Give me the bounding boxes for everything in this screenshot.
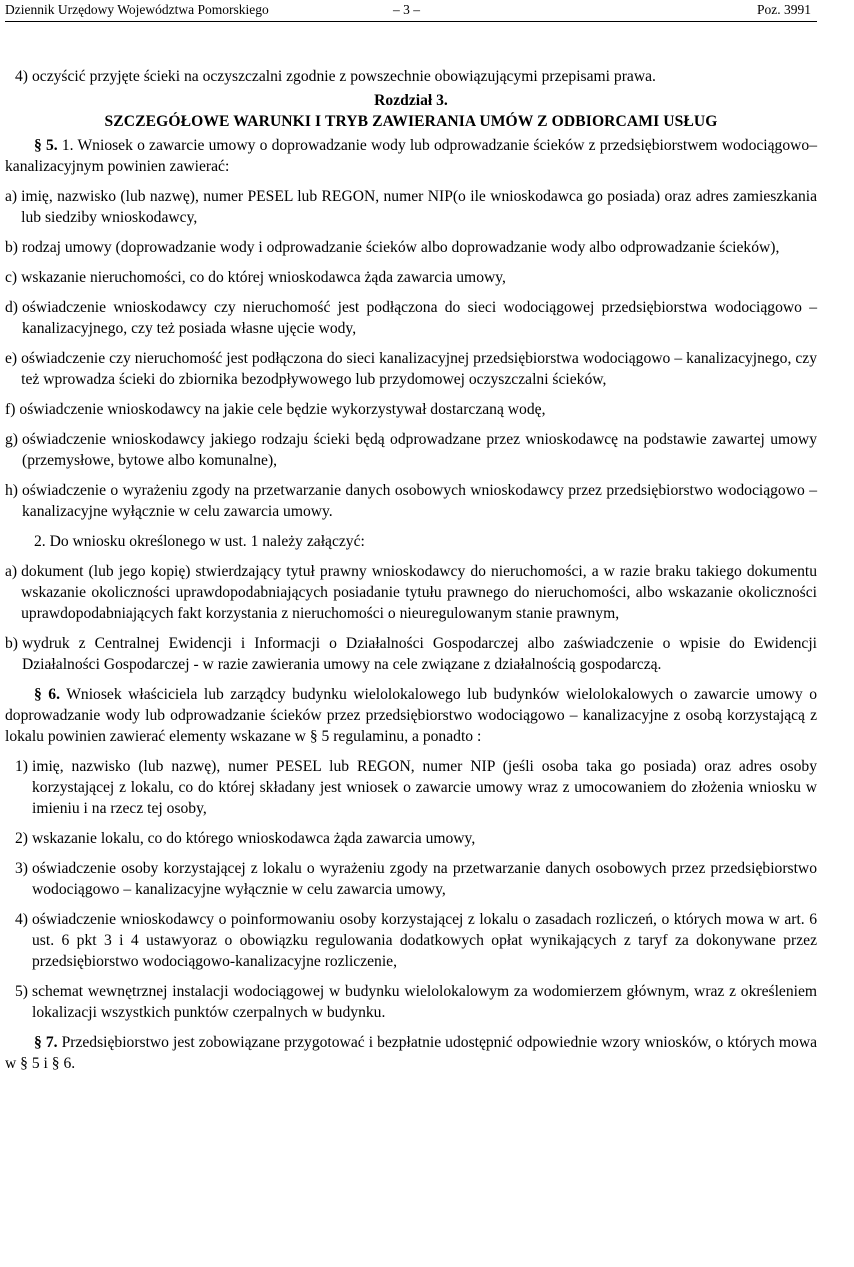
list-marker: 2) [15,830,28,847]
list-text: oświadczenie wnioskodawcy o poinformowaniu osoby korzystającej z lokalu o zasadach rozliczeń, o których mowa w art. 6 ust. 6 pkt 3 i 4 ustawyoraz o obowiązku regulowania dodatkowych opłat wynikających z taryf za dokonywane przez przedsiębiorstwo wodociągowo-kanalizacyjne rozliczenie, [32,911,817,970]
section-text: 1. Wniosek o zawarcie umowy o doprowadzanie wody lub odprowadzanie ścieków z przedsiębiorstwem wodociągowo– kanalizacyjnym powinien zawierać: [5,137,817,175]
page-header [5,2,819,20]
section-mark: § 7. [34,1034,58,1051]
section-text: Wniosek właściciela lub zarządcy budynku wielolokalowego lub budynków wielolokalowych o zawarcie umowy o doprowadzanie wody lub odprowadzanie ścieków przez przedsiębiorstwo wodociągowo – kanalizacyjne z osobą korzystającą z lokalu powinien zawierać elementy wskazane w § 5 regulaminu, a ponadto : [5,686,817,745]
list-text: rodzaj umowy (doprowadzanie wody i odprowadzanie ścieków albo doprowadzanie wody albo odprowadzanie ścieków), [22,239,780,256]
section-6-intro [5,684,817,747]
list-marker: e) [5,350,18,367]
page-number: – 3 – [393,2,420,17]
list-marker: d) [5,299,18,316]
list-marker: 4) [15,68,28,85]
list-text: schemat wewnętrznej instalacji wodociągowej w budynku wielolokalowym za wodomierzem głównym, wraz z określeniem lokalizacji wszystkich punktów czerpalnych w budynku. [32,983,817,1021]
section-5-paragraph-2: 2. Do wniosku określonego w ust. 1 należy załączyć: [34,533,365,550]
list-text: oświadczenie osoby korzystającej z lokalu o wyrażeniu zgody na przetwarzanie danych osobowych przez przedsiębiorstwo wodociągowo – kanalizacyjne wyłącznie w celu zawarcia umowy, [32,860,817,898]
list-item [5,633,817,675]
section-text: Przedsiębiorstwo jest zobowiązane przygotować i bezpłatnie udostępnić odpowiednie wzory wniosków, o których mowa w § 5 i § 6. [5,1034,817,1072]
list-item [5,429,817,471]
list-text: oczyścić przyjęte ścieki na oczyszczalni zgodnie z powszechnie obowiązującymi przepisami prawa. [32,68,656,85]
list-item [5,66,817,87]
list-item [5,399,817,420]
list-marker: c) [5,269,18,286]
list-marker: 1) [15,758,28,775]
document-body [5,66,817,1074]
list-text: wskazanie nieruchomości, co do której wnioskodawca żąda zawarcia umowy, [21,269,506,286]
list-text: oświadczenie o wyrażeniu zgody na przetwarzanie danych osobowych wnioskodawcy przez przedsiębiorstwo wodociągowo – kanalizacyjne wyłącznie w celu zawarcia umowy. [22,482,817,520]
list-item [5,297,817,339]
list-text: oświadczenie czy nieruchomość jest podłączona do sieci kanalizacyjnej przedsiębiorstwa wodociągowo – kanalizacyjnego, czy też wprowadza ścieki do zbiornika bezodpływowego lub przydomowej oczyszczalni ścieków, [21,350,817,388]
section-mark: § 6. [34,686,60,703]
list-text: oświadczenie wnioskodawcy jakiego rodzaju ścieki będą odprowadzane przez wnioskodawcę na podstawie zawartej umowy (przemysłowe, bytowe albo komunalne), [22,431,817,469]
list-marker: a) [5,563,18,580]
list-text: wskazanie lokalu, co do którego wnioskodawca żąda zawarcia umowy, [32,830,476,847]
list-item [5,348,817,390]
list-text: wydruk z Centralnej Ewidencji i Informacji o Działalności Gospodarczej albo zaświadczenie o wpisie do Ewidencji Działalności Gospodarczej - w razie zawierania umowy na cele związane z działalnością gospodarczą. [22,635,817,673]
list-item [5,561,817,624]
section-mark: § 5. [34,137,58,154]
list-text: oświadczenie wnioskodawcy czy nieruchomość jest podłączona do sieci wodociągowej przedsiębiorstwa wodociągowo – kanalizacyjnego, czy też posiada własne ujęcie wody, [22,299,817,337]
list-text: imię, nazwisko (lub nazwę), numer PESEL lub REGON, numer NIP (jeśli osoba taka go posiada) oraz adres osoby korzystającej z lokalu, co do której składany jest wniosek o zawarcie umowy wraz z umocowaniem do złożenia wniosku w imieniu i na rzecz tej osoby, [32,758,817,817]
section-7 [5,1032,817,1074]
list-item [5,237,817,258]
list-item [5,909,817,972]
list-item [5,828,817,849]
list-item [5,186,817,228]
list-marker: a) [5,188,18,205]
list-text: oświadczenie wnioskodawcy na jakie cele będzie wykorzystywał dostarczaną wodę, [19,401,546,418]
header-divider [5,21,817,22]
list-marker: g) [5,431,18,448]
list-item [5,756,817,819]
list-item [5,480,817,522]
list-item [5,858,817,900]
chapter-heading [5,90,817,132]
list-item [5,981,817,1023]
list-item [5,267,817,288]
list-marker: 5) [15,983,28,1000]
list-marker: 4) [15,911,28,928]
position-number: Poz. 3991 [757,2,811,17]
list-marker: b) [5,239,18,256]
list-marker: 3) [15,860,28,877]
list-marker: b) [5,635,18,652]
list-text: dokument (lub jego kopię) stwierdzający tytuł prawny wnioskodawcy do nieruchomości, a w razie braku takiego dokumentu wskazanie okoliczności uprawdopodabniających posiadanie tytułu prawnego do nieruchomości, albo wskazanie okoliczności uprawdopodabniających fakt korzystania z nieruchomości o nieuregulowanym stanie prawnym, [21,563,817,622]
list-marker: h) [5,482,18,499]
section-5-intro [5,135,817,177]
chapter-title: SZCZEGÓŁOWE WARUNKI I TRYB ZAWIERANIA UMÓW Z ODBIORCAMI USŁUG [104,113,718,130]
chapter-number: Rozdział 3. [374,92,448,109]
list-marker: f) [5,401,16,418]
journal-title: Dziennik Urzędowy Województwa Pomorskiego [5,2,269,17]
list-text: imię, nazwisko (lub nazwę), numer PESEL lub REGON, numer NIP(o ile wnioskodawca go posiada) oraz adres zamieszkania lub siedziby wnioskodawcy, [21,188,817,226]
